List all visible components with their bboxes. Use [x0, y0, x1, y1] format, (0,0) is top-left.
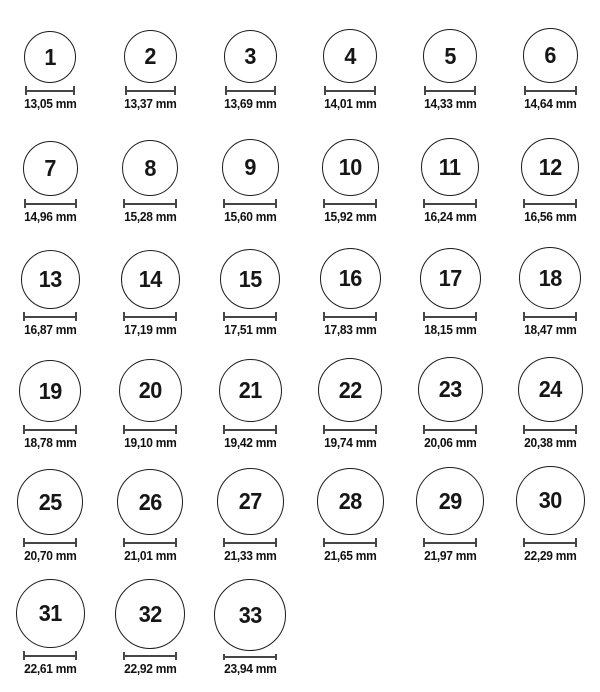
ring-size-cell [100, 127, 200, 240]
diameter-dimension-line [223, 199, 277, 208]
ring-size-cell [200, 127, 300, 240]
ring-circle [224, 30, 277, 83]
diameter-dimension-line [223, 312, 277, 321]
ring-size-number: 25 [38, 488, 62, 515]
diameter-label: 15,60 mm [223, 210, 277, 224]
ring-circle [124, 30, 177, 83]
ring-size-cell [500, 466, 600, 579]
diameter-label: 17,83 mm [323, 323, 377, 337]
diameter-label: 14,33 mm [423, 97, 477, 111]
diameter-label: 15,28 mm [123, 210, 177, 224]
diameter-dimension-line [523, 425, 577, 434]
diameter-dimension-line [123, 538, 177, 547]
diameter-label: 19,42 mm [223, 436, 277, 450]
ring-size-number: 18 [538, 264, 562, 291]
diameter-label: 14,96 mm [23, 210, 77, 224]
ring-size-cell [0, 240, 100, 353]
ring-size-cell [0, 466, 100, 579]
ring-size-number: 3 [244, 43, 256, 69]
ring-circle [318, 358, 382, 422]
ring-size-cell [0, 353, 100, 466]
ring-size-number: 24 [538, 376, 562, 402]
diameter-label: 13,05 mm [23, 97, 77, 111]
diameter-label: 17,51 mm [223, 323, 277, 337]
ring-size-cell [100, 466, 200, 579]
ring-size-cell [500, 240, 600, 353]
diameter-label: 14,64 mm [523, 97, 577, 111]
ring-size-number: 6 [544, 42, 556, 68]
diameter-label: 16,87 mm [23, 323, 77, 337]
diameter-label: 22,29 mm [523, 549, 577, 563]
diameter-label: 13,37 mm [123, 97, 177, 111]
ring-size-cell [300, 240, 400, 353]
ring-size-number: 11 [439, 153, 461, 180]
diameter-label: 20,38 mm [523, 436, 577, 450]
ring-circle [219, 359, 282, 422]
diameter-label: 18,15 mm [423, 323, 477, 337]
diameter-dimension-line [23, 651, 77, 660]
diameter-dimension-line [523, 312, 577, 321]
diameter-label: 18,47 mm [523, 323, 577, 337]
ring-circle [121, 250, 180, 309]
ring-size-cell [300, 127, 400, 240]
diameter-dimension-line [423, 425, 477, 434]
diameter-label: 19,74 mm [323, 436, 377, 450]
ring-size-number: 26 [138, 488, 162, 515]
ring-size-cell [100, 353, 200, 466]
ring-circle [115, 579, 185, 649]
ring-circle [222, 139, 279, 196]
diameter-dimension-line [323, 538, 377, 547]
ring-circle [423, 29, 477, 83]
ring-circle [122, 140, 178, 196]
diameter-dimension-line [323, 425, 377, 434]
ring-size-cell [400, 353, 500, 466]
ring-size-cell [200, 353, 300, 466]
ring-circle [17, 469, 83, 535]
ring-size-number: 8 [144, 154, 156, 181]
ring-size-number: 5 [444, 42, 456, 69]
ring-size-number: 32 [138, 600, 162, 627]
ring-size-number: 19 [38, 377, 62, 404]
diameter-label: 21,65 mm [323, 549, 377, 563]
diameter-label: 18,78 mm [23, 436, 77, 450]
ring-size-number: 29 [438, 487, 462, 514]
ring-circle [323, 29, 377, 83]
diameter-dimension-line [125, 86, 176, 95]
diameter-dimension-line [223, 538, 277, 547]
ring-size-cell [300, 14, 400, 127]
diameter-dimension-line [423, 199, 477, 208]
ring-circle [322, 139, 379, 196]
ring-size-number: 1 [44, 43, 56, 70]
diameter-dimension-line [523, 199, 577, 208]
diameter-label: 19,10 mm [123, 436, 177, 450]
diameter-dimension-line [424, 86, 476, 95]
diameter-label: 20,06 mm [423, 436, 477, 450]
ring-size-cell [200, 240, 300, 353]
ring-size-number: 21 [238, 377, 262, 403]
ring-size-number: 7 [44, 155, 56, 181]
ring-circle [421, 138, 479, 196]
ring-circle [320, 248, 381, 309]
diameter-label: 23,94 mm [223, 662, 277, 676]
diameter-label: 14,01 mm [323, 97, 377, 111]
ring-size-cell [100, 14, 200, 127]
ring-size-cell [100, 579, 200, 692]
ring-size-cell [0, 14, 100, 127]
diameter-dimension-line [323, 199, 377, 208]
diameter-label: 21,33 mm [223, 549, 277, 563]
ring-circle [521, 138, 579, 196]
diameter-dimension-line [223, 425, 277, 434]
diameter-dimension-line [123, 312, 177, 321]
ring-circle [523, 28, 578, 83]
diameter-dimension-line [23, 538, 77, 547]
ring-size-number: 16 [338, 265, 362, 291]
ring-size-cell [300, 466, 400, 579]
ring-size-number: 27 [238, 488, 262, 514]
diameter-dimension-line [123, 199, 177, 208]
ring-size-cell [300, 353, 400, 466]
ring-circle [420, 248, 481, 309]
ring-size-cell [400, 14, 500, 127]
ring-circle [518, 357, 583, 422]
ring-circle [16, 579, 85, 648]
ring-circle [21, 250, 80, 309]
ring-size-cell [400, 127, 500, 240]
diameter-dimension-line [23, 312, 77, 321]
ring-size-number: 30 [538, 487, 562, 513]
diameter-label: 22,92 mm [123, 662, 177, 676]
ring-size-cell [200, 14, 300, 127]
ring-size-number: 4 [344, 42, 356, 69]
diameter-label: 17,19 mm [123, 323, 177, 337]
ring-size-number: 14 [138, 266, 162, 292]
ring-circle [19, 360, 81, 422]
diameter-label: 16,24 mm [423, 210, 477, 224]
ring-size-number: 12 [538, 153, 562, 180]
diameter-dimension-line [123, 652, 177, 660]
diameter-label: 15,92 mm [323, 210, 377, 224]
ring-size-number: 10 [338, 154, 362, 180]
ring-circle [217, 468, 284, 535]
ring-size-cell [500, 127, 600, 240]
diameter-dimension-line [423, 538, 477, 547]
ring-size-cell [0, 127, 100, 240]
diameter-dimension-line [23, 425, 77, 434]
ring-size-cell [500, 14, 600, 127]
ring-size-number: 23 [438, 376, 462, 402]
ring-size-cell [400, 240, 500, 353]
ring-circle [119, 359, 182, 422]
ring-size-number: 22 [338, 376, 362, 403]
ring-size-number: 28 [338, 488, 362, 514]
diameter-dimension-line [24, 199, 77, 208]
diameter-label: 20,70 mm [23, 549, 77, 563]
diameter-dimension-line [324, 86, 376, 95]
ring-circle [317, 468, 384, 535]
ring-circle [220, 249, 280, 309]
diameter-label: 16,56 mm [523, 210, 577, 224]
ring-size-number: 33 [238, 601, 262, 628]
diameter-dimension-line [323, 312, 377, 321]
diameter-dimension-line [123, 425, 177, 434]
ring-size-number: 9 [244, 154, 256, 180]
ring-circle [516, 466, 585, 535]
ring-circle [24, 31, 76, 83]
diameter-label: 21,01 mm [123, 549, 177, 563]
ring-circle [117, 469, 183, 535]
ring-size-number: 15 [238, 265, 262, 292]
ring-size-cell [500, 353, 600, 466]
diameter-label: 13,69 mm [223, 97, 277, 111]
diameter-dimension-line [423, 312, 477, 321]
ring-size-number: 2 [144, 43, 156, 69]
ring-size-number: 13 [38, 266, 62, 292]
diameter-dimension-line [524, 86, 577, 95]
diameter-dimension-line [25, 86, 75, 95]
ring-size-number: 31 [38, 600, 62, 626]
diameter-dimension-line [225, 86, 276, 95]
diameter-label: 22,61 mm [23, 662, 77, 676]
ring-circle [23, 141, 78, 196]
ring-circle [214, 579, 286, 651]
ring-circle [418, 357, 483, 422]
ring-size-cell [100, 240, 200, 353]
diameter-dimension-line [223, 654, 277, 660]
ring-size-cell [400, 466, 500, 579]
ring-size-number: 17 [438, 265, 462, 291]
diameter-dimension-line [523, 538, 577, 547]
ring-size-cell [200, 579, 300, 692]
ring-size-cell [0, 579, 100, 692]
diameter-label: 21,97 mm [423, 549, 477, 563]
ring-circle [519, 247, 581, 309]
ring-size-cell [200, 466, 300, 579]
ring-circle [416, 467, 484, 535]
ring-size-number: 20 [138, 377, 162, 403]
